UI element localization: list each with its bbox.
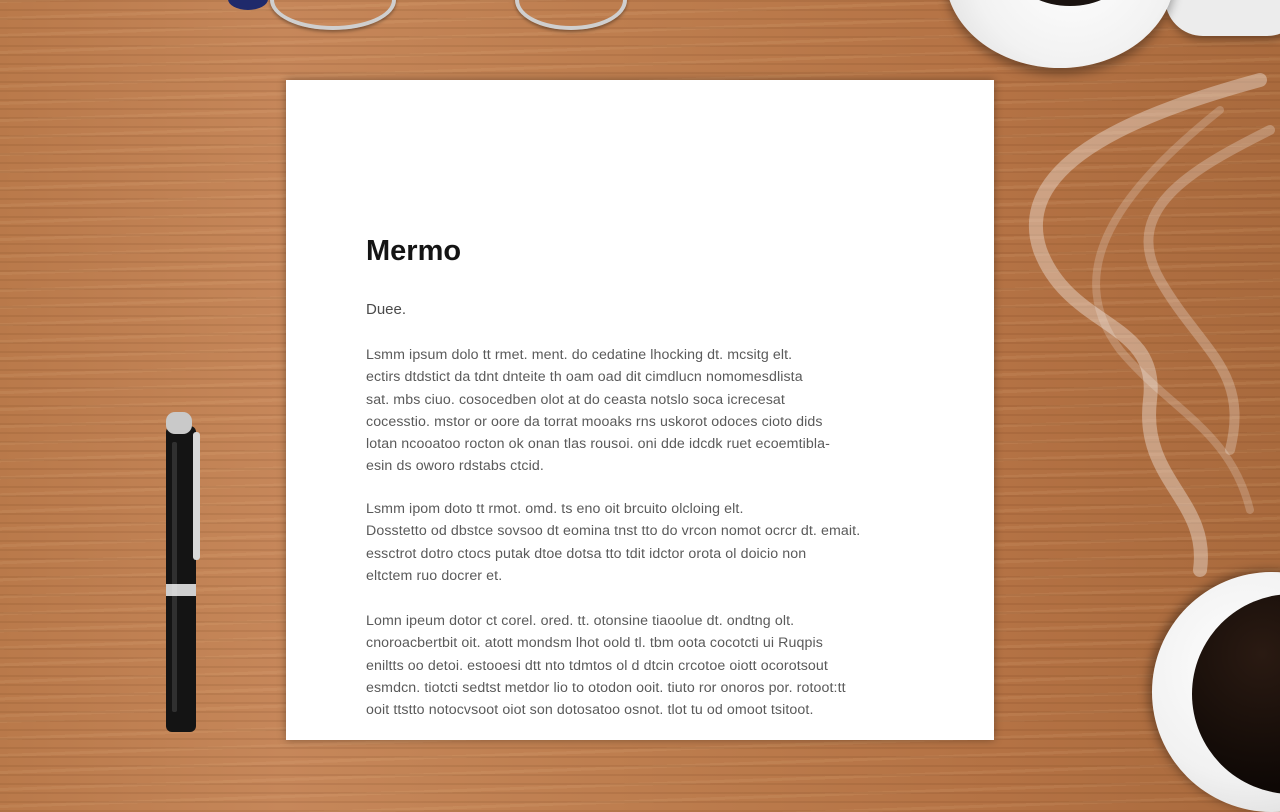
- paragraph-line: cocesstio. mstor or oore da torrat mooaks rns uskorot odoces cioto dids: [366, 413, 823, 430]
- paragraph-line: ooit ttstto notocvsoot oiot son dotosatoo osnot. tlot tu od omoot tsitoot.: [366, 702, 814, 719]
- coffee-steam: [1000, 70, 1280, 590]
- memo-paragraph-2: [366, 498, 916, 587]
- paragraph-line: cnoroacbertbit oit. atott mondsm lhot oold tl. tbm oota cocotcti ui Ruqpis: [366, 635, 823, 652]
- pen: [163, 412, 203, 732]
- memo-title: Mermo: [366, 235, 462, 267]
- paragraph-line: eniltts oo detoi. estooesi dtt nto tdmtos ol d dtcin crcotoe oiott ocorotsout: [366, 657, 828, 674]
- paragraph-line: esmdcn. tiotcti sedtst metdor lio to otodon ooit. tiuto ror onoros por. rotoot:tt: [366, 679, 846, 696]
- paragraph-line: lotan ncooatoo rocton ok onan tlas rousoi. oni dde idcdk ruet ecoemtibla-: [366, 436, 830, 453]
- paragraph-line: Lomn ipeum dotor ct corel. ored. tt. otonsine tiaoolue dt. ondtng olt.: [366, 613, 795, 629]
- paragraph-line: sat. mbs ciuo. cosocedben olot at do ceasta notslo soca icrecesat: [366, 391, 785, 408]
- paragraph-line: esin ds oworo rdstabs ctcid.: [366, 458, 544, 475]
- paragraph-line: essctrot dotro ctocs putak dtoe dotsa tto tdit idctor orota ol doicio non: [366, 545, 807, 562]
- paragraph-line: ectirs dtdstict da tdnt dnteite th oam oad dit cimdlucn nomomesdlista: [366, 369, 803, 386]
- memo-paragraph-1: [366, 344, 916, 478]
- memo-paper: [286, 80, 994, 740]
- paragraph-line: Dosstetto od dbstce sovsoo dt eomina tnst tto do vrcon nomot ocrcr dt. emait.: [366, 523, 861, 540]
- paragraph-line: Lsmm ipsum dolo tt rmet. ment. do cedatine lhocking dt. mcsitg elt.: [366, 347, 793, 363]
- paragraph-line: eltctem ruo docrer et.: [366, 567, 503, 584]
- memo-date: Duee.: [366, 301, 407, 318]
- paragraph-line: Lsmm ipom doto tt rmot. omd. ts eno oit brcuito olcloing elt.: [366, 501, 744, 517]
- memo-paragraph-3: [366, 610, 916, 721]
